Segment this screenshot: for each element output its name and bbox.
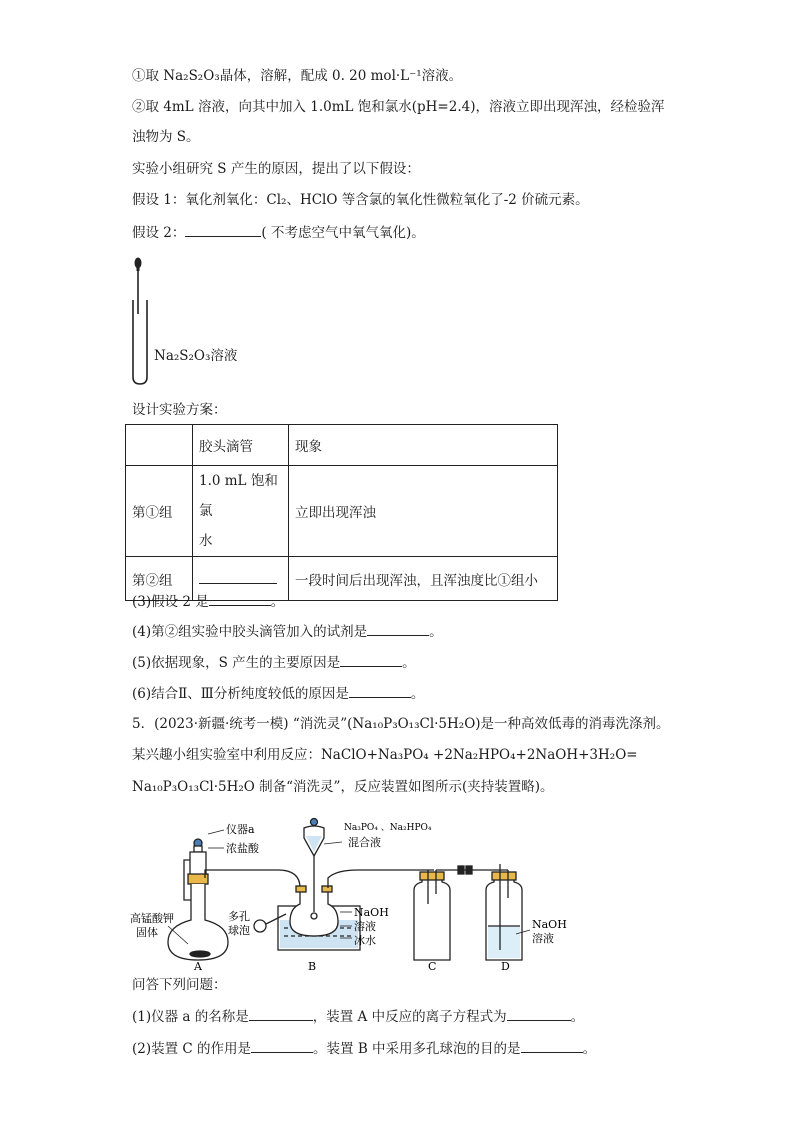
label-porous-1: 多孔 bbox=[228, 910, 250, 923]
question-6 bbox=[132, 683, 424, 704]
label-naoh-d-2: 溶液 bbox=[532, 932, 554, 945]
label-apparatus-d: D bbox=[501, 960, 510, 972]
step-1: ①取 Na₂S₂O₃晶体，溶解，配成 0. 20 mol·L⁻¹溶液。 bbox=[132, 68, 463, 84]
label-mix-1: Na₃PO₄ 、Na₂HPO₄ bbox=[344, 823, 432, 833]
question-end: 。 bbox=[429, 624, 443, 640]
label-naoh-b-2: 溶液 bbox=[354, 920, 376, 933]
apparatus-diagram bbox=[128, 808, 568, 972]
problem-5-line-3: Na₁₀P₃O₁₃Cl·5H₂O 制备“消洗灵”，反应装置如图所示(夹持装置略)。 bbox=[132, 779, 554, 795]
apparatus-b bbox=[254, 819, 434, 951]
answer-blank[interactable] bbox=[199, 569, 277, 584]
question-4 bbox=[132, 621, 443, 642]
reagent-line-2: 水 bbox=[199, 533, 213, 549]
answer-blank[interactable] bbox=[251, 1038, 313, 1053]
question-5 bbox=[132, 652, 416, 673]
final-question-2-text-b: 。装置 B 中采用多孔球泡的目的是 bbox=[313, 1041, 521, 1057]
question-6-text: (6)结合Ⅱ、Ⅲ分析纯度较低的原因是 bbox=[132, 686, 349, 702]
label-naoh-d-1: NaOH bbox=[532, 918, 567, 931]
question-end: 。 bbox=[582, 1041, 597, 1057]
question-3 bbox=[132, 591, 284, 612]
answer-blank[interactable] bbox=[349, 683, 411, 698]
final-question-1-text-a: (1)仪器 a 的名称是 bbox=[132, 1009, 249, 1025]
answer-blank[interactable] bbox=[340, 652, 402, 667]
table-cell-phenomenon: 立即出现浑浊 bbox=[289, 466, 558, 557]
answer-intro: 问答下列问题： bbox=[132, 977, 227, 993]
table-cell-phenomenon: 一段时间后出现浑浊，且浑浊度比①组小 bbox=[289, 557, 558, 601]
question-end: 。 bbox=[410, 686, 425, 702]
table-row bbox=[126, 425, 558, 466]
experiment-table bbox=[125, 424, 558, 601]
test-tube-figure bbox=[124, 254, 244, 390]
problem-5-line-1: 5．(2023·新疆·统考一模) “消洗灵”(Na₁₀P₃O₁₃Cl·5H₂O)是一种高效低毒的消毒洗涤剂。 bbox=[132, 716, 670, 732]
step-2-line-1: ②取 4mL 溶液，向其中加入 1.0mL 饱和氯水(pH=2.4)，溶液立即出现浑浊，经检验浑 bbox=[132, 99, 665, 115]
label-kmno4-2: 固体 bbox=[136, 926, 158, 939]
step-2-line-2: 浊物为 S。 bbox=[132, 129, 200, 145]
final-question-1-text-b: ，装置 A 中反应的离子方程式为 bbox=[312, 1009, 507, 1025]
label-apparatus-a: A bbox=[194, 960, 202, 972]
hypothesis-1: 假设 1：氧化剂氧化：Cl₂、HClO 等含氯的氧化性微粒氧化了-2 价硫元素。 bbox=[132, 192, 589, 208]
answer-blank[interactable] bbox=[507, 1006, 571, 1021]
table-cell-group: 第②组 bbox=[126, 557, 193, 601]
answer-blank[interactable] bbox=[209, 591, 271, 606]
table-cell-group: 第①组 bbox=[126, 466, 193, 557]
answer-blank[interactable] bbox=[521, 1038, 583, 1053]
answer-blank[interactable] bbox=[249, 1006, 313, 1021]
dropper-icon bbox=[135, 258, 142, 315]
hypothesis-2-prefix: 假设 2： bbox=[132, 225, 186, 241]
final-question-2-text-a: (2)装置 C 的作用是 bbox=[132, 1041, 252, 1057]
test-tube-icon bbox=[133, 300, 147, 384]
question-4-text: (4)第②组实验中胶头滴管加入的试剂是 bbox=[132, 624, 368, 640]
table-header-cell: 胶头滴管 bbox=[193, 425, 289, 466]
label-kmno4-1: 高锰酸钾 bbox=[130, 912, 174, 925]
question-end: 。 bbox=[570, 1009, 585, 1025]
label-instrument-a: 仪器a bbox=[226, 823, 255, 836]
question-end: 。 bbox=[270, 594, 285, 610]
table-cell-reagent bbox=[193, 466, 289, 557]
table-header-cell bbox=[126, 425, 193, 466]
hypothesis-intro: 实验小组研究 S 产生的原因，提出了以下假设： bbox=[132, 161, 420, 177]
hypothesis-2 bbox=[132, 222, 425, 243]
label-ice: 冰水 bbox=[354, 934, 376, 947]
label-porous-2: 球泡 bbox=[228, 924, 250, 937]
question-5-text: (5)依据现象，S 产生的主要原因是 bbox=[132, 655, 341, 671]
table-header-cell: 现象 bbox=[289, 425, 558, 466]
label-apparatus-c: C bbox=[428, 960, 437, 972]
hypothesis-2-suffix: ( 不考虑空气中氧气氧化)。 bbox=[261, 225, 425, 241]
problem-5-line-2: 某兴趣小组实验室中利用反应：NaClO+Na₃PO₄ +2Na₂HPO₄+2NaOH+3H₂O= bbox=[132, 747, 638, 763]
label-hcl: 浓盐酸 bbox=[226, 842, 259, 855]
final-question-1 bbox=[132, 1006, 584, 1027]
answer-blank[interactable] bbox=[367, 621, 429, 636]
tube-label: Na₂S₂O₃溶液 bbox=[154, 348, 238, 364]
final-question-2 bbox=[132, 1038, 596, 1059]
apparatus-d bbox=[486, 864, 522, 960]
design-label: 设计实验方案： bbox=[132, 402, 227, 418]
label-apparatus-b: B bbox=[308, 960, 317, 972]
reagent-line-1: 1.0 mL 饱和氯 bbox=[199, 473, 278, 519]
label-mix-2: 混合液 bbox=[348, 836, 381, 849]
table-row bbox=[126, 466, 558, 557]
question-end: 。 bbox=[402, 655, 416, 671]
question-3-text: (3)假设 2 是 bbox=[132, 594, 209, 610]
answer-blank[interactable] bbox=[185, 222, 261, 237]
label-naoh-b-1: NaOH bbox=[354, 906, 389, 919]
